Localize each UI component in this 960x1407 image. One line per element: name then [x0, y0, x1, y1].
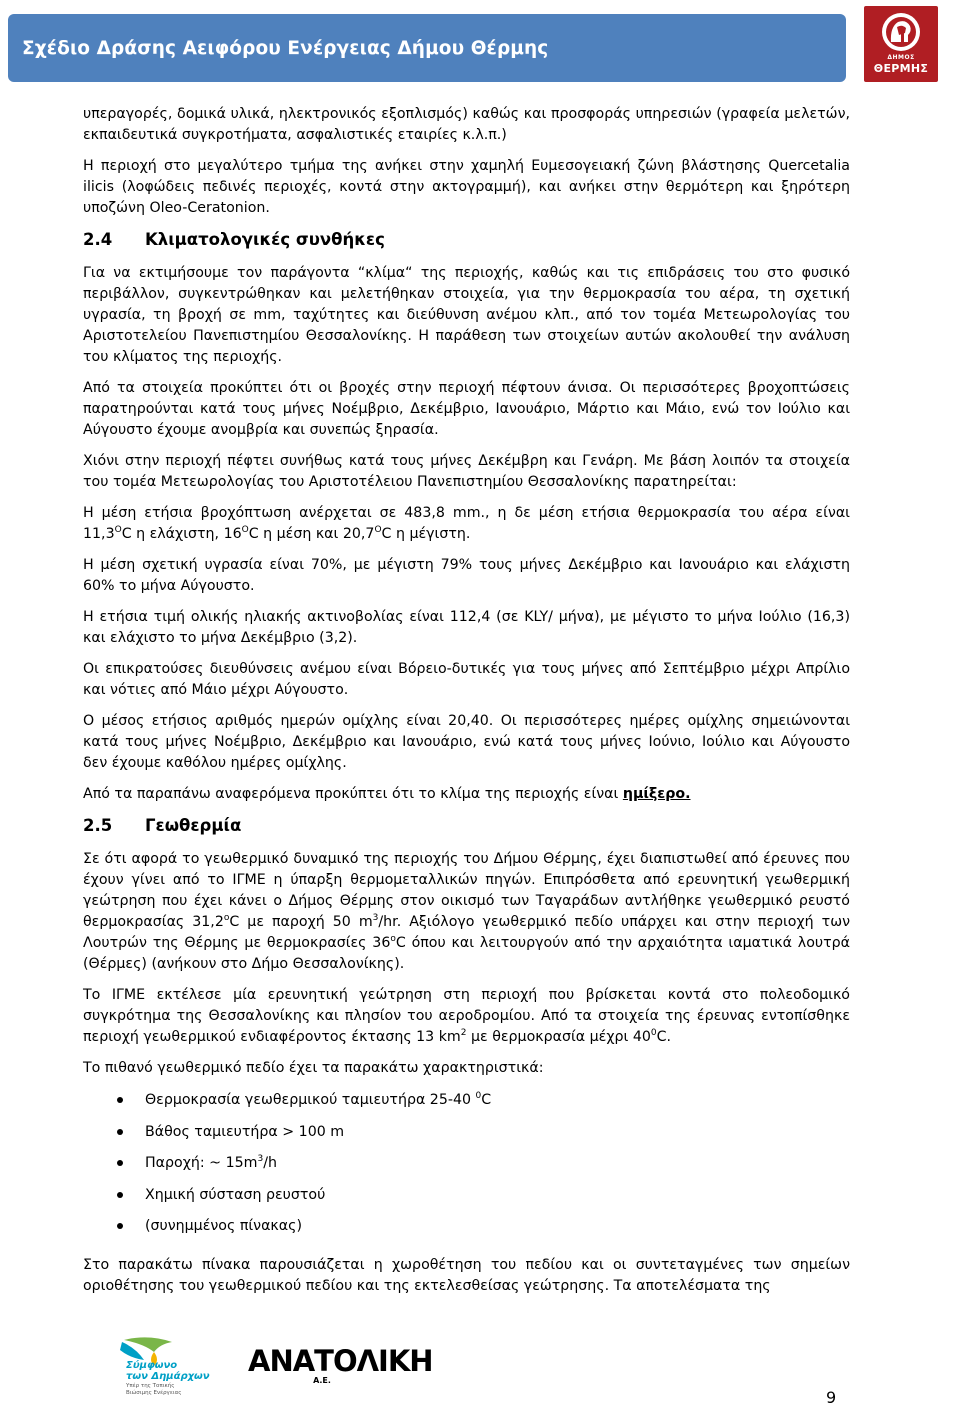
paragraph: Στο παρακάτω πίνακα παρουσιάζεται η χωροθέτηση του πεδίου και οι συντεταγμένες των σημείων οριοθέτησης του γεωθερμικού πεδίου και της εκτελεσθείσας γεώτρησης. Τα αποτελέσματα της: [83, 1256, 850, 1294]
superscript: o: [223, 913, 230, 923]
logo-text-dimos: ΔΗΜΟΣ: [887, 54, 915, 61]
text-run: Παροχή: ~ 15m: [145, 1155, 258, 1171]
section-title: Γεωθερμία: [145, 816, 242, 835]
text-run: C.: [656, 1029, 672, 1045]
superscript: 2: [460, 1028, 467, 1038]
paragraph-igme-drilling: [83, 985, 850, 1048]
text-run: C η ελάχιστη, 16: [121, 526, 242, 542]
text-run: C η μέγιστη.: [381, 526, 471, 542]
geothermal-characteristics-list: [83, 1089, 850, 1247]
text-run: Θερμοκρασία γεωθερμικού ταμιευτήρα 25-40: [145, 1092, 476, 1108]
superscript: o: [390, 934, 396, 944]
section-number: 2.4: [83, 230, 113, 249]
list-item: (συνημμένος πίνακας): [83, 1215, 850, 1247]
paragraph-rainfall-temperature: [83, 503, 850, 545]
logo-line: Υπέρ της Τοπικής: [126, 1383, 175, 1389]
text-run: Από τα παραπάνω αναφερόμενα προκύπτει ότι το κλίμα της περιοχής είναι: [83, 786, 623, 802]
text-run: Το ΙΓΜΕ εκτέλεσε μία ερευνητική γεώτρηση στη περιοχή που βρίσκεται κοντά στο πολεοδομικό συγκρότημα της Θεσσαλονίκης και πλησίον του αεροδρομίου. Από τα στοιχεία της έρευνας εντοπίσθηκε περιοχή γεωθερμικού ενδιαφέροντος έκτασης 13 km: [83, 987, 850, 1045]
superscript: O: [241, 525, 249, 535]
municipality-logo: [864, 6, 938, 82]
text-run: /h: [263, 1155, 277, 1171]
superscript: O: [374, 525, 382, 535]
list-item: [83, 1089, 850, 1121]
text-run: /hr. Αξιόλογο γεωθερμικό πεδίο υπάρχει και στην περιοχή των Λουτρών της Θέρμης με θερμοκρασίες 36: [83, 914, 851, 951]
superscript: 0: [475, 1091, 482, 1101]
text-run: C η μέση και 20,7: [248, 526, 375, 542]
paragraph: Η μέση σχετική υγρασία είναι 70%, με μέγιστη 79% τους μήνες Δεκέμβριο και Ιανουάριο και ελάχιστη 60% το μήνα Αύγουστο.: [83, 557, 850, 594]
paragraph: Χιόνι στην περιοχή πέφτει συνήθως κατά τους μήνες Δεκέμβρη και Γενάρη. Με βάση λοιπόν τα στοιχεία του τομέα Μετεωρολογίας του Αριστοτέλειου Πανεπιστημίου Θεσσαλονίκης παρατηρείται:: [83, 453, 850, 490]
logo-text-thermis: ΘΕΡΜΗΣ: [873, 62, 929, 75]
paragraph-geothermal-potential: [83, 849, 850, 975]
paragraph: Για να εκτιμήσουμε τον παράγοντα “κλίμα“ της περιοχής, καθώς και τις επιδράσεις του στο φυσικό περιβάλλον, συγκεντρώθηκαν και μελετήθηκαν στοιχεία, για την θερμοκρασία του αέρα, τη σχετική υγρασία, τη βροχή σε mm, ταχύτητες και διεύθυνση ανέμου κλπ., από τον τομέα Μετεωρολογίας του Αριστοτελείου Πανεπιστημίου Θεσσαλονίκης. Η παράθεση των στοιχείων αυτών ακολουθεί την ανάλυση του κλίματος της περιοχής.: [83, 265, 850, 365]
section-title: Κλιματολογικές συνθήκες: [145, 230, 385, 249]
anatoliki-logo-icon: ΑΝΑΤΟΛΙΚΗ: [248, 1344, 433, 1378]
superscript: O: [114, 525, 122, 535]
list-item: Βάθος ταμιευτήρα > 100 m: [83, 1121, 850, 1153]
page-header-title: Σχέδιο Δράσης Αειφόρου Ενέργειας Δήμου Θέρμης: [22, 38, 549, 59]
section-number: 2.5: [83, 816, 113, 835]
superscript: 3: [372, 913, 379, 923]
logo-line: των Δημάρχων: [126, 1371, 210, 1382]
section-heading-climate: [83, 229, 850, 251]
paragraph: Οι επικρατούσες διευθύνσεις ανέμου είναι Βόρειο-δυτικές για τους μήνες από Σεπτέμβριο μέχρι Απρίλιο και νότιες από Μάιο μέχρι Αύγουστο.: [83, 661, 850, 698]
paragraph: Από τα στοιχεία προκύπτει ότι οι βροχές στην περιοχή πέφτουν άνισα. Οι περισσότερες βροχοπτώσεις παρατηρούνται κατά τους μήνες Νοέμβριο, Δεκέμβριο, Ιανουάριο, Μάρτιο και Μάιο, ενώ τον Ιούλιο και Αύγουστο έχουμε ανομβρία και συνεπώς ξηρασία.: [83, 380, 850, 438]
paragraph-climate-conclusion: [83, 784, 850, 805]
anatoliki-logo-sub: Α.Ε.: [313, 1376, 331, 1385]
text-run: Σε ότι αφορά το γεωθερμικό δυναμικό της περιοχής του Δήμου Θέρμης, έχει διαπιστωθεί από έρευνες που έχουν γίνει από το ΙΓΜΕ η ύπαρξη θερμομεταλλικών πηγών. Επιπρόσθετα από ερευνητική γεωθερμική γεώτρηση που έχει κάνει ο Δήμος Θέρμης στον οικισμό των Ταγαράδων αντλήθηκε γεωθερμικό ρευστό θερμοκρασίας 31,2: [83, 851, 850, 930]
text-run: C όπου και λειτουργούν από την αρχαιότητα ιαματικά λουτρά (Θέρμες) (ανήκουν στο Δήμο Θεσσαλονίκης).: [83, 935, 850, 972]
superscript: 0: [650, 1028, 657, 1038]
paragraph: υπεραγορές, δομικά υλικά, ηλεκτρονικός εξοπλισμός) καθώς και προσφοράς υπηρεσιών (γραφεία μελετών, εκπαιδευτικά συγκροτήματα, ασφαλιστικές εταιρίες κ.λ.π.): [83, 106, 850, 143]
text-run: με θερμοκρασία μέχρι 40: [466, 1029, 651, 1045]
logo-line: Σύμφωνο: [126, 1360, 178, 1371]
paragraph: Το πιθανό γεωθερμικό πεδίο έχει τα παρακάτω χαρακτηριστικά:: [83, 1060, 544, 1076]
page-number: 9: [826, 1388, 837, 1407]
text-run: C με παροχή 50 m: [229, 914, 373, 930]
paragraph: Η περιοχή στο μεγαλύτερο τμήμα της ανήκει στην χαμηλή Ευμεσογειακή ζώνη βλάστησης Quercetalia ilicis (λοφώδεις πεδινές περιοχές, κοντά στην ακτογραμμή), και ανήκει στην θερμότερη και ξηρότερη υποζώνη Oleo-Ceratonion.: [83, 158, 850, 216]
document-body: [83, 104, 850, 1307]
municipality-emblem-icon: [876, 11, 926, 53]
list-item: [83, 1152, 850, 1184]
list-item: Χημική σύσταση ρευστού: [83, 1184, 850, 1216]
text-run: C: [481, 1092, 492, 1108]
logo-line: Βιώσιμης Ενέργειας: [126, 1390, 182, 1396]
anatoliki-logo: [248, 1346, 433, 1385]
text-run: Η μέση ετήσια βροχόπτωση ανέρχεται σε 483,8 mm., η δε μέση ετήσια θερμοκρασία του αέρα είναι 11,3: [83, 505, 850, 542]
paragraph: Ο μέσος ετήσιος αριθμός ημερών ομίχλης είναι 20,40. Οι περισσότερες ημέρες ομίχλης σημειώνονται κατά τους μήνες Νοέμβριο, Δεκέμβριο και Ιανουάριο, ενώ κατά τους μήνες Ιούνιο, Ιούλιο και Αύγουστο δεν έχουμε καθόλου ημέρες ομίχλης.: [83, 713, 850, 771]
emphasized-text: ημίξερο.: [622, 786, 691, 802]
paragraph: Η ετήσια τιμή ολικής ηλιακής ακτινοβολίας είναι 112,4 (σε KLY/ μήνα), με μέγιστο το μήνα Ιούλιο (16,3) και ελάχιστο το μήνα Δεκέμβριο (3,2).: [83, 609, 850, 646]
superscript: 3: [257, 1154, 264, 1164]
section-heading-geothermal: [83, 815, 850, 837]
